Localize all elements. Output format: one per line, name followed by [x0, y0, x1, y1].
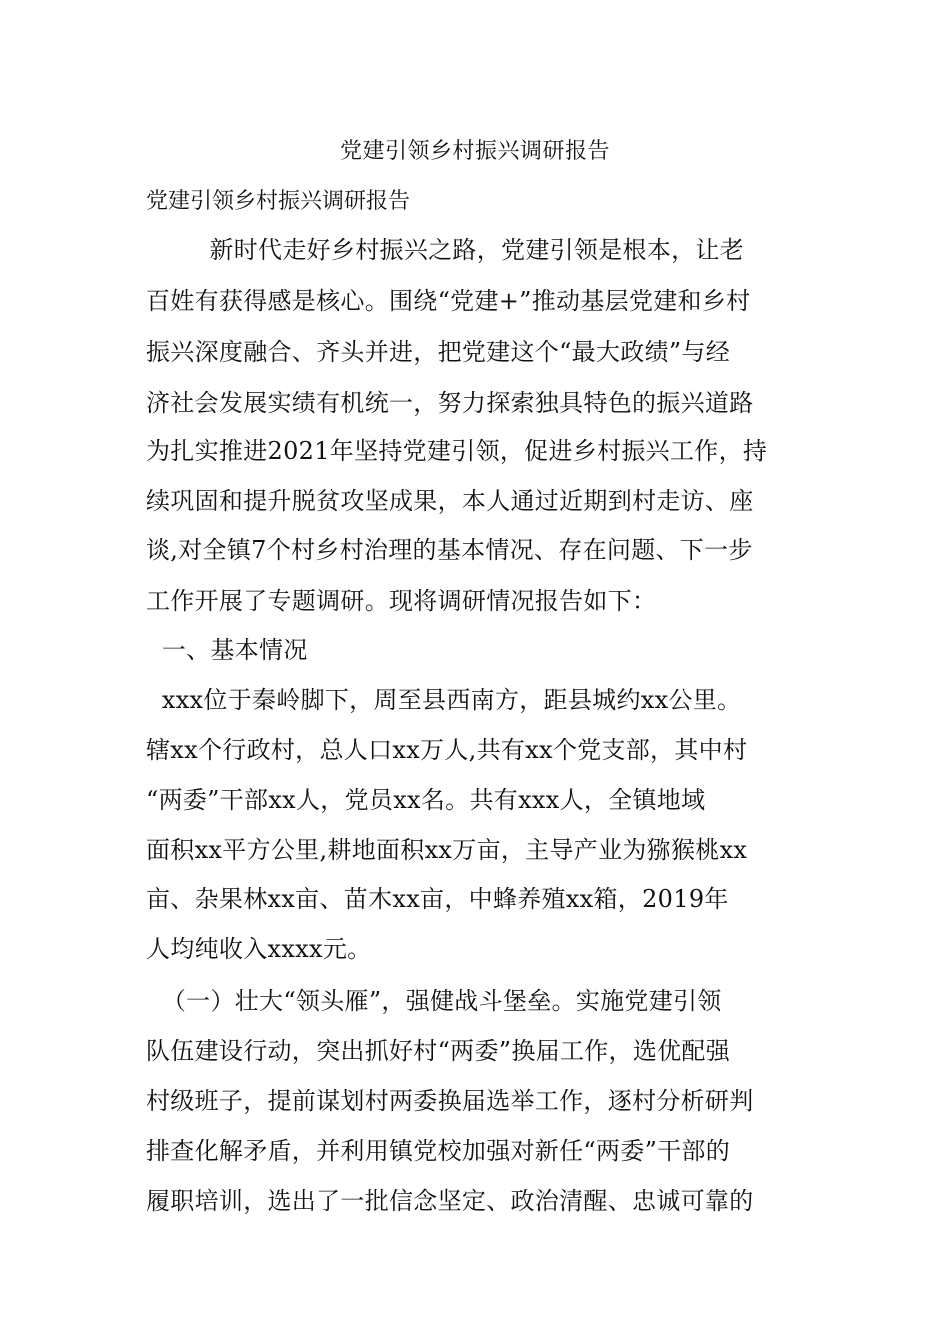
document-title: 党建引领乡村振兴调研报告 — [339, 139, 610, 164]
text-line: 新时代走好乡村振兴之路，党建引领是根本，让老 — [146, 236, 745, 264]
text-line: 工作开展了专题调研。现将调研情况报告如下： — [146, 587, 657, 615]
text-line: 续巩固和提升脱贫攻坚成果，本人通过近期到村走访、座 — [146, 487, 754, 515]
subsection-heading: （一）壮大“领头雁”，强健战斗堡垒。实施党建引领 — [146, 987, 722, 1015]
text-line: “两委”干部xx人，党员xx名。共有xxx人，全镇地域 — [146, 786, 706, 814]
text-line: 百姓有获得感是核心。围绕“党建+”推动基层党建和乡村 — [146, 287, 751, 315]
text-line: 人均纯收入xxxx元。 — [146, 935, 372, 963]
section-heading: 一、基本情况 — [146, 636, 308, 664]
text-line: 队伍建设行动，突出抓好村“两委”换届工作，选优配强 — [146, 1037, 731, 1065]
text-line: 履职培训，选出了一批信念坚定、政治清醒、忠诚可靠的 — [146, 1187, 754, 1215]
text-line: 为扎实推进2021年坚持党建引领，促进乡村振兴工作，持 — [146, 437, 768, 465]
text-line: 济社会发展实绩有机统一，努力探索独具特色的振兴道路 — [146, 389, 754, 417]
text-line: 辖xx个行政村，总人口xx万人,共有xx个党支部，其中村 — [146, 736, 748, 764]
text-line: 村级班子，提前谋划村两委换届选举工作，逐村分析研判 — [146, 1087, 754, 1115]
text-line: xxx位于秦岭脚下，周至县西南方，距县城约xx公里。 — [146, 686, 742, 714]
text-line: 亩、杂果林xx亩、苗木xx亩，中蜂养殖xx箱，2019年 — [146, 885, 729, 913]
text-line: 面积xx平方公里,耕地面积xx万亩，主导产业为猕猴桃xx — [146, 836, 748, 864]
text-line: 振兴深度融合、齐头并进，把党建这个“最大政绩”与经 — [146, 338, 731, 366]
text-line: 谈,对全镇7个村乡村治理的基本情况、存在问题、下一步 — [146, 536, 753, 564]
document-subtitle: 党建引领乡村振兴调研报告 — [146, 189, 411, 214]
text-line: 排查化解矛盾，并利用镇党校加强对新任“两委”干部的 — [146, 1137, 731, 1165]
